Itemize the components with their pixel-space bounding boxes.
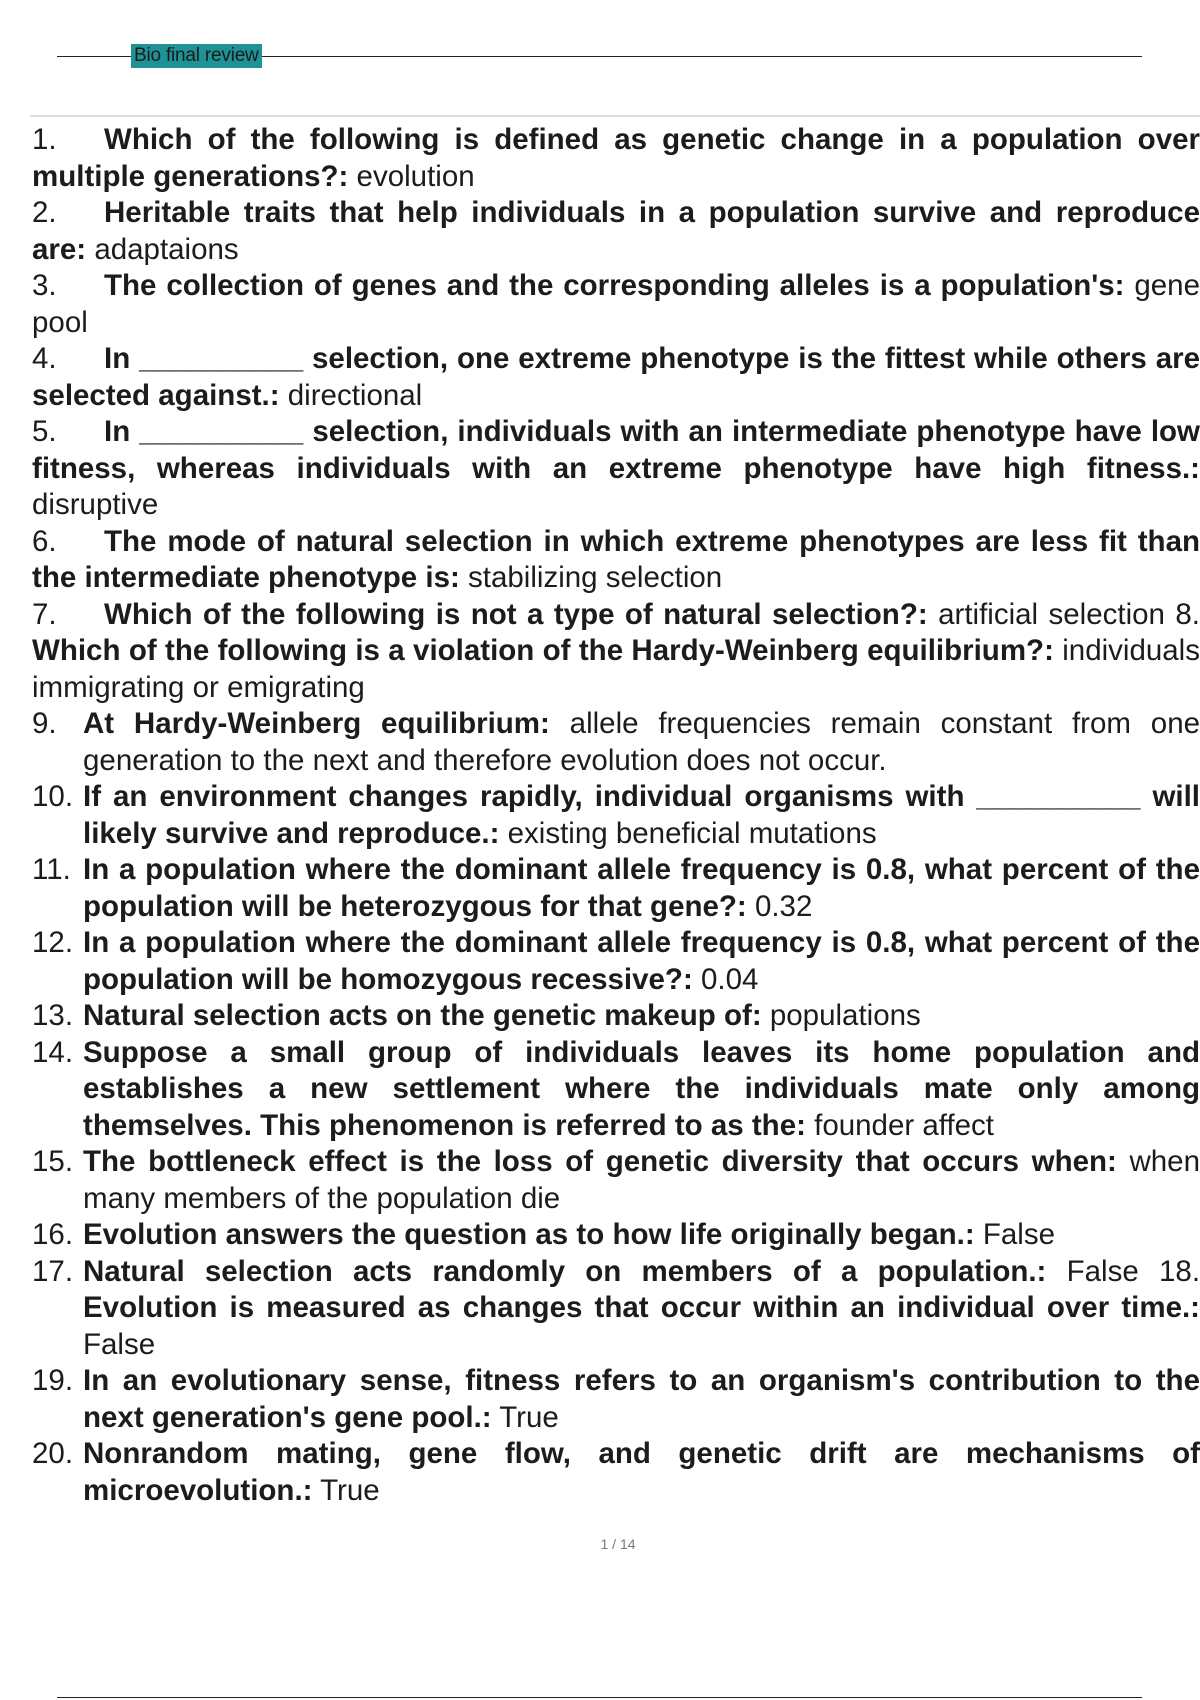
header-separator (30, 115, 1200, 117)
answer-text: True (491, 1400, 559, 1434)
question-text: In a population where the dominant allele frequency is 0.8, what percent of the population will be homozygous recessive?: (83, 926, 1200, 996)
answer-text: 0.04 (692, 962, 759, 996)
question-text: In __________ selection, one extreme phenotype is the fittest while others are selected against.: (32, 342, 1200, 412)
question-text: Evolution answers the question as to how life originally began.: (83, 1218, 975, 1251)
question-text: Heritable traits that help individuals in a population survive and reproduce are: (32, 196, 1200, 266)
answer-text: evolution (348, 159, 475, 193)
footer-rule (57, 1697, 1142, 1698)
question-number: 5. (32, 415, 57, 448)
question-number: 15. (32, 1145, 74, 1178)
question-number: 3. (32, 269, 57, 302)
question-text: At Hardy-Weinberg equilibrium: (83, 707, 550, 740)
page-number: 1 / 14 (600, 1536, 636, 1552)
question-text: In a population where the dominant allele frequency is 0.8, what percent of the population will be heterozygous for that gene?: (83, 853, 1200, 923)
question-number: 13. (32, 999, 74, 1032)
question-15 (32, 1144, 1200, 1217)
question-16 (32, 1217, 1200, 1254)
question-text: The collection of genes and the corresponding alleles is a population's: (104, 269, 1125, 302)
question-number: 7. (32, 597, 57, 631)
question-text: In __________ selection, individuals with an intermediate phenotype have low fitness, whereas individuals with an extreme phenotype have high fitness.: (32, 415, 1200, 485)
question-number: 1. (32, 123, 57, 156)
question-4 (32, 341, 1200, 414)
question-5 (32, 414, 1200, 524)
question-number: 11. (32, 853, 71, 886)
answer-text: disruptive (32, 488, 159, 521)
answer-text: False (83, 1327, 156, 1361)
question-14 (32, 1035, 1200, 1145)
question-20 (32, 1436, 1200, 1509)
question-text: Which of the following is a violation of the Hardy-Weinberg equilibrium?: (32, 634, 1054, 667)
answer-text: False (1046, 1254, 1139, 1288)
question-text: Natural selection acts on the genetic makeup of: (83, 999, 762, 1032)
question-text: If an environment changes rapidly, individual organisms with __________ will likely survive and reproduce.: (83, 780, 1200, 850)
answer-text: True (312, 1473, 380, 1507)
question-number: 18. (1159, 1254, 1200, 1288)
question-number: 6. (32, 524, 57, 558)
question-12 (32, 925, 1200, 998)
answer-text: when many members of the population die (83, 1145, 1200, 1215)
question-10 (32, 779, 1200, 852)
answer-text: founder affect (805, 1108, 994, 1142)
question-7-8 (32, 597, 1200, 707)
answer-text: populations (761, 999, 921, 1032)
question-number: 4. (32, 342, 57, 375)
question-17-18 (32, 1254, 1200, 1364)
answer-text: stabilizing selection (459, 561, 723, 594)
answer-text: 0.32 (746, 889, 813, 923)
question-number: 19. (32, 1364, 74, 1397)
question-number: 17. (32, 1254, 74, 1288)
answer-text: artificial selection (927, 597, 1165, 631)
question-text: The mode of natural selection in which extreme phenotypes are less fit than the intermediate phenotype is: (32, 524, 1200, 594)
question-3 (32, 268, 1200, 341)
question-number: 16. (32, 1218, 74, 1251)
answer-text: individuals immigrating or emigrating (32, 634, 1200, 704)
question-13 (32, 998, 1200, 1035)
question-text: Nonrandom mating, gene flow, and genetic drift are mechanisms of microevolution.: (83, 1437, 1200, 1507)
question-6 (32, 524, 1200, 597)
question-text: Natural selection acts randomly on members of a population.: (83, 1254, 1047, 1288)
question-1 (32, 122, 1200, 195)
question-list (32, 122, 1200, 1510)
question-text: In an evolutionary sense, fitness refers to an organism's contribution to the next generation's gene pool.: (83, 1364, 1200, 1434)
question-11 (32, 852, 1200, 925)
question-text: The bottleneck effect is the loss of genetic diversity that occurs when: (83, 1145, 1117, 1178)
document-title: Bio final review (131, 44, 262, 68)
question-text: Evolution is measured as changes that occur within an individual over time.: (83, 1291, 1200, 1324)
answer-text: adaptaions (86, 232, 239, 266)
question-number: 8. (1175, 597, 1200, 631)
question-number: 2. (32, 196, 57, 229)
question-9 (32, 706, 1200, 779)
question-2 (32, 195, 1200, 268)
question-number: 12. (32, 926, 74, 959)
question-number: 20. (32, 1437, 74, 1470)
question-number: 10. (32, 780, 74, 813)
question-number: 14. (32, 1035, 74, 1069)
question-text: Which of the following is defined as genetic change in a population over multiple generations?: (32, 123, 1200, 193)
question-19 (32, 1363, 1200, 1436)
question-text: Which of the following is not a type of natural selection?: (104, 597, 928, 631)
answer-text: False (974, 1218, 1056, 1251)
answer-text: existing beneficial mutations (499, 816, 877, 850)
answer-text: directional (279, 378, 423, 412)
answer-text: gene pool (32, 269, 1200, 339)
answer-text: allele frequencies remain constant from one generation to the next and therefore evolution does not occur. (83, 707, 1200, 777)
question-number: 9. (32, 707, 57, 740)
question-text: Suppose a small group of individuals leaves its home population and establishes a new settlement where the individuals mate only among themselves. This phenomenon is referred to as the: (83, 1035, 1200, 1142)
